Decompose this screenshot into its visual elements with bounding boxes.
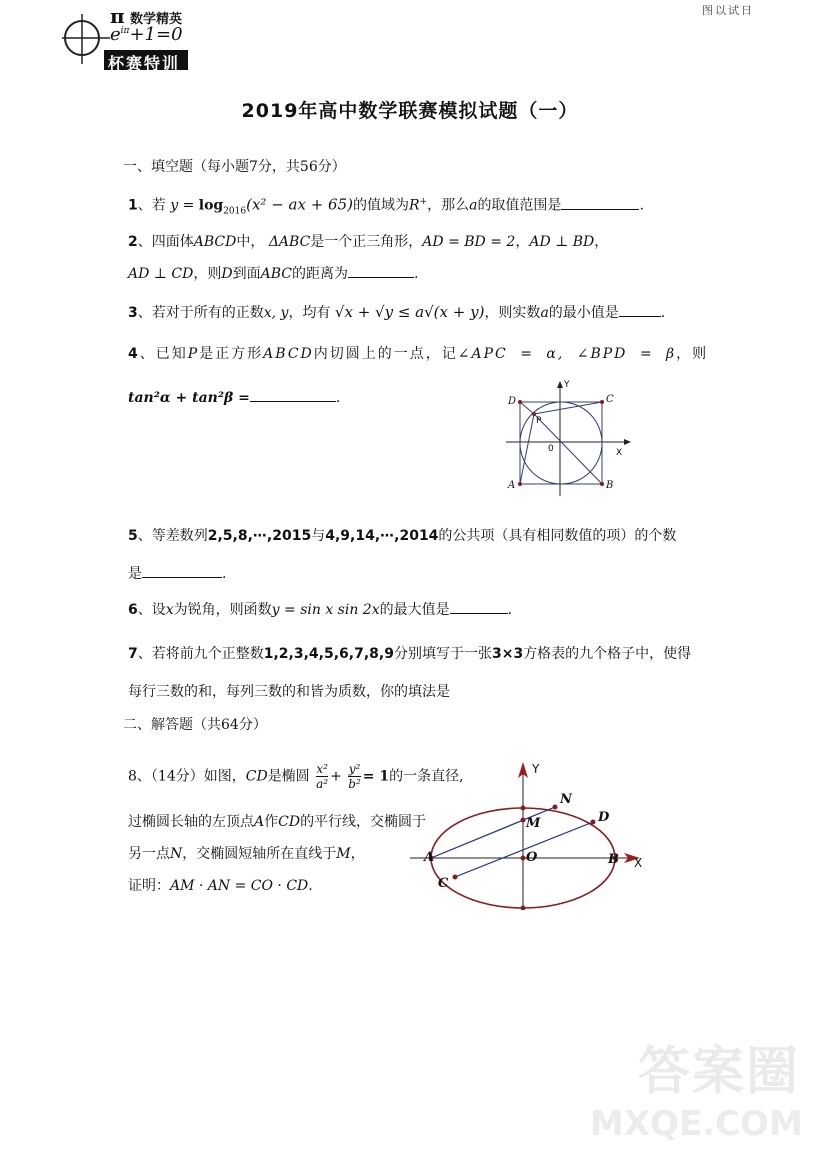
question-8: 8、（14分）如图，CD是椭圆 $\frac{\text{x²}}{\text{a²}}$ + $\frac{\text{y²}}{\text{b²}}$ = 1的一条直径,: [128, 762, 464, 791]
question-3: 3、若对于所有的正数x, y，均有 √x + √y ≤ a√(x + y)，则实数a的最小值是 .: [128, 303, 666, 321]
watermark: [590, 1029, 803, 1149]
origin-label: 0: [548, 444, 554, 454]
figure-ellipse: [410, 750, 660, 910]
axis-label-y: Y: [532, 762, 540, 776]
logo-brand: 数学精英: [130, 12, 183, 27]
point-label-d: D: [598, 810, 610, 825]
logo-formula: $e^{i\pi}+1=0$: [110, 24, 183, 45]
question-7-line-2: 每行三数的和，每列三数的和皆为质数，你的填法是: [128, 684, 450, 700]
figure-square-circle: [500, 378, 632, 498]
axis-label-x: X: [634, 856, 643, 870]
answer-blank: [142, 565, 222, 578]
answer-blank: [619, 304, 661, 317]
answer-blank: [450, 601, 508, 614]
logo-tagline: 杯赛特训: [108, 54, 181, 73]
section-fill-in: 一、填空题（每小题7分，共56分）: [123, 159, 346, 175]
question-5: 5、等差数列2,5,8,⋯,2015与4,9,14,⋯,2014的公共项（具有相同数值的项）的个数: [128, 528, 677, 544]
point-label-n: N: [560, 792, 572, 807]
point-label-c: C: [606, 394, 614, 405]
point-label-b: B: [606, 480, 614, 491]
point-label-b: B: [608, 852, 619, 867]
axis-label-y: Y: [564, 380, 570, 390]
point-label-p: P: [536, 416, 542, 426]
point-label-a: A: [424, 850, 435, 865]
fraction-y: $\frac{\text{y²}}{\text{b²}}$: [348, 762, 361, 791]
fraction-x: $\frac{\text{x²}}{\text{a²}}$: [316, 762, 329, 791]
page-title: 2019年高中数学联赛模拟试题（一）: [241, 100, 579, 122]
point-label-o: O: [526, 850, 538, 865]
point-label-m: M: [526, 816, 541, 831]
answer-blank: [561, 197, 639, 210]
answer-blank: [250, 389, 336, 402]
point-label-a: A: [508, 480, 516, 491]
question-5-line-2: 是 .: [128, 566, 227, 582]
watermark-title: 答案圈: [637, 1042, 800, 1102]
question-2-line-2: AD ⊥ CD，则D到面ABC的距离为 .: [128, 266, 419, 282]
question-8-line-4: 证明：AM · AN = CO · CD.: [128, 878, 313, 894]
answer-blank: [348, 265, 414, 278]
question-6: 6、设x为锐角，则函数y = sin x sin 2x的最大值是 .: [128, 602, 513, 618]
question-1: 1、若 $y = \log_{2016}(x^2$ − ax + 65)的值域为R+，那么a的取值范围是 .: [128, 195, 644, 217]
header-logo: [60, 2, 188, 72]
question-7: 7、若将前九个正整数1,2,3,4,5,6,7,8,9分别填写于一张3×3方格表的九个格子中，使得: [128, 646, 692, 662]
point-label-c: C: [438, 876, 449, 891]
section-solution: 二、解答题（共64分）: [123, 717, 267, 733]
question-8-line-3: 另一点N，交椭圆短轴所在直线于M，: [128, 846, 365, 862]
watermark-site: MXQE.COM: [590, 1104, 803, 1144]
question-8-line-2: 过椭圆长轴的左顶点A作CD的平行线，交椭圆于: [128, 814, 427, 830]
question-2: 2、四面体ABCD中， ΔABC是一个正三角形，AD = BD = 2，AD ⊥ BD，: [128, 234, 609, 250]
question-4: 4、已知P是正方形ABCD内切圆上的一点，记∠APC = α, ∠BPD = β，则: [128, 346, 709, 362]
logo-pi: π: [110, 4, 125, 28]
axis-label-x: X: [616, 448, 623, 458]
question-4-line-2: tan²α + tan²β = .: [128, 390, 341, 406]
point-label-d: D: [508, 396, 517, 407]
header-right-text: 图以试日: [702, 4, 754, 17]
